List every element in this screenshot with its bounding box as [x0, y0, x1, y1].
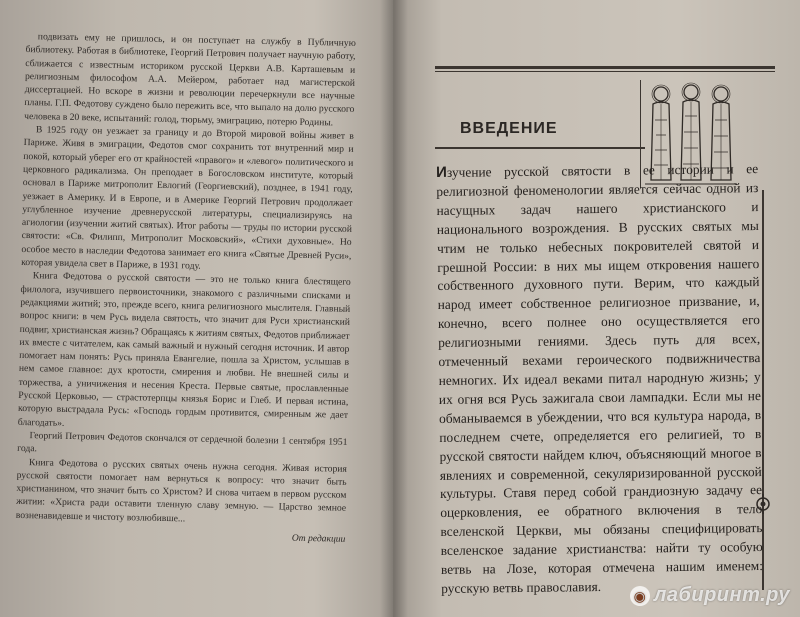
- intro-body-text: В русских святых мы чтим не только небесных покровителей святой и грешной России: в них мы ищем откровения нашего собственного духовного пути. Верим, что каждый народ имеет собственное религиозное призвание, и, конечно, всего полнее оно осуществляется его религиозными гениями. Здесь путь для всех, отмеченный вехами героического подвижничества немногих. Их идеал веками питал народную жизнь; у их огня вся Русь зажигала свои лампадки. Если мы не обманываемся в убеждении, что вся культура народа, в последнем счете, определяется его религией, то в русской святости найдем ключ, объясняющий многое в явлениях и современной, секуляризированной русской культуры. Ставя перед собой грандиозную задачу ее оцерковления, ее обратного включения в тело вселенской Церкви, мы обязаны специфицировать вселенское задание христианства: найти ту особую ветвь на Лозе, которая отмечена нашим именем: русскую ветвь православия.: [436, 217, 764, 596]
- left-page-text: [15, 30, 356, 546]
- drop-cap: И: [436, 163, 447, 181]
- intro-lead-text: зучение русской святости в ее истории и ее религиозной феноменологии является сейчас одной из насущных задач нашего христианского и национального возрождения.: [436, 161, 759, 237]
- intro-paragraph: [436, 160, 763, 599]
- chapter-title: ВВЕДЕНИЕ: [460, 120, 558, 137]
- right-page-text: [436, 160, 763, 599]
- left-paragraph: Георгий Петрович Федотов скончался от сердечной болезни 1 сентября 1951 года.: [17, 430, 348, 455]
- header-rule: [435, 66, 775, 69]
- watermark: [630, 584, 790, 607]
- editor-signature: От редакции: [291, 532, 346, 545]
- left-paragraph: Книга Федотова о русских святых очень нужна сегодня. Живая история русской святости помогает нам вернуться к вопросу: что значит быть христианином, что значит быть со Христом? И снова читаем в первом русском житии: «Христа ради оставити тленную славу земную. — Царство земное возненавидевше и чистоту возлюбивше...: [15, 456, 347, 525]
- book-gutter: [380, 0, 408, 617]
- header-rule-thin: [435, 71, 775, 72]
- watermark-text: лабиринт.ру: [653, 584, 790, 606]
- left-paragraph: Книга Федотова о русской святости — это не только книга блестящего филолога, изучившего первоисточники, знакомого с различными списками и редакциями житий; это, прежде всего, книга религиозного мыслителя. Главный вопрос книги: в чем Русь видела святость, что значит для Руси христианский подвиг, христианская жизнь? Обращаясь к житиям святых, Федотов приближает их вместе с читателем, как самый важный и нужный сегодня источник. И автор помогает нам понять: Русь приняла Евангелие, пошла за Христом, услышав в нем самое главное: дух кротости, смирения и любви. Не внешней силы и торжества, а уничижения и несения Креста. Первые святые, прославленные Русской Церковью, — страстотерпцы князья Борис и Глеб. И первая истина, которую выстрадала Русь: «Господь гордым противится, смиренным же дает благодать».: [17, 270, 351, 429]
- labirint-logo-icon: ◉: [630, 586, 650, 606]
- left-paragraph: В 1925 году он уезжает за границу и до Второй мировой войны живет в Париже. Живя в эмиграции, Федотов смог сохранить тот внутренний мир и покой, который уберег его от крайностей «правого» и «левого» политического и церковного радикализма. Он преподает в Богословском институте, который основал в Париже митрополит Евлогий (Георгиевский), позднее, в 1941 году, уезжает в Америку. И в Европе, и в Америке Георгий Петрович продолжает углубленное изучение древнерусской литературы, специализируясь на агиологии (изучении житий святых). Итог работы — труды по истории русской святости: «Св. Филипп, Митрополит Московский», «Стихи духовные». Но особое место в наследии Федотова занимает его книга «Святые Древней Руси», которая увидела свет в Париже, в 1931 году.: [21, 124, 354, 272]
- left-paragraph: подвизать ему не пришлось, и он поступает на службу в Публичную библиотеку. Работая в библиотеке, Георгий Петрович получает научную работу, сближается с известным историком русской Церкви А.В. Карташевым и религиозным философом А.А. Мейером, работает над магистерской диссертацией. Но вскоре в жизни и революции перечеркнули все научные планы. Г.П. Федотову суждено было пережить все, что выпало на долю русского человека в 20 веке, испытаний: голод, тюрьму, эмиграцию, потерю Родины.: [24, 31, 356, 129]
- title-rule: [435, 147, 645, 149]
- left-page: [0, 0, 393, 617]
